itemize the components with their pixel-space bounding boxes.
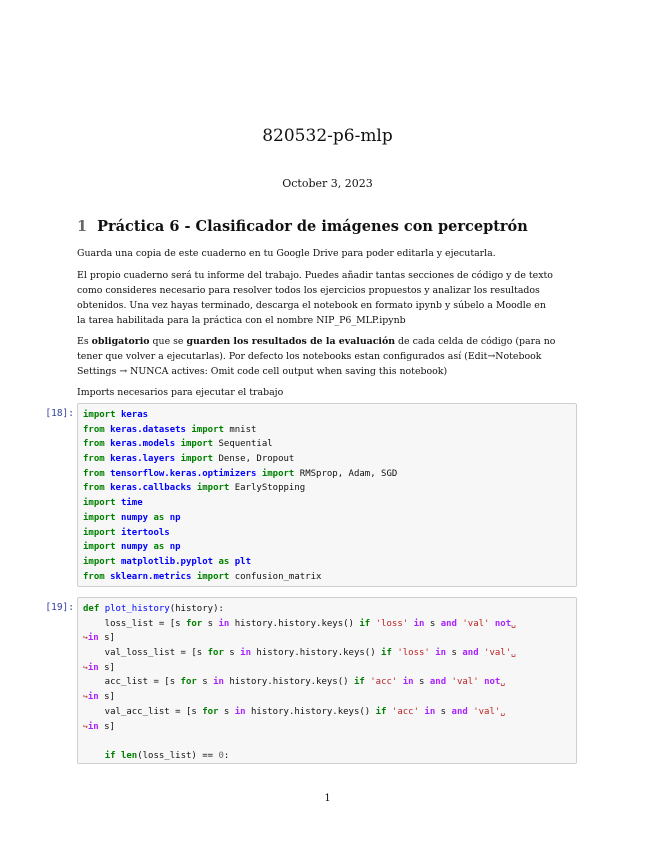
code-token: import [180,454,214,465]
code-line [83,467,571,482]
code-line [83,602,571,617]
code-line [83,749,571,764]
code-token: ↪ [83,633,88,643]
bold-text: guarden los resultados de la evaluación [186,336,396,347]
code-token: and [451,706,468,717]
code-token: time [120,498,143,509]
code-token: 0 [218,750,224,761]
code-token: def [83,604,100,614]
code-token: val_loss_list = [s [83,648,208,659]
section-title: Práctica 6 - Clasificador de imágenes con perceptrón [97,218,528,235]
code-token: 'val' [473,706,501,717]
code-token: : [223,750,230,761]
code-line [83,555,571,570]
code-token: import [180,439,214,450]
code-token: import [83,410,116,420]
code-token: s [218,706,235,717]
code-token: keras.datasets [110,424,186,435]
code-token: and [462,648,479,659]
code-line [83,705,571,720]
code-token: 'val' [484,648,512,659]
code-line [83,511,571,526]
code-token: from [83,454,105,465]
section-heading [77,218,528,235]
paragraph-text: Imports necesarios para ejecutar el trabajo [77,387,284,398]
code-token: s [435,706,452,717]
code-token: not [484,677,501,688]
code-token: history.history.keys() [245,706,376,717]
paragraph-imports [77,385,579,400]
code-token: 'loss' [397,648,430,659]
paragraph-line [77,334,579,349]
paragraph-text: Guarda una copia de este cuaderno en tu Google Drive para poder editarla y ejecutarla. [77,248,496,259]
code-token: s] [98,692,115,703]
code-token: import [83,512,116,523]
paragraph-obligatory [77,334,579,379]
code-token: ␣ [500,706,506,716]
code-token: import [83,542,116,553]
code-token: from [83,483,105,494]
code-token: if [359,618,371,629]
code-line [83,617,571,632]
code-token: as [153,512,165,523]
code-line [83,452,571,467]
code-token: from [83,468,105,479]
code-token: mnist [223,424,257,435]
code-token: acc_list = [s [83,677,181,688]
code-token: (loss_list) == [137,750,219,761]
section-number: 1 [77,218,88,235]
code-token: in [87,633,99,644]
code-token: ↪ [83,721,88,731]
code-token: Dense, Dropout [213,454,295,465]
code-token: ↪ [83,692,88,702]
code-token: if [104,750,116,761]
code-token: in [402,677,414,688]
code-token: np [169,512,181,523]
code-line [83,540,571,555]
code-line [83,526,571,541]
code-token: as [218,556,230,567]
code-token: Sequential [213,439,273,450]
paragraph-line: tener que volver a ejecutarlas). Por defecto los notebooks estan configurados así (Edit→Notebook [77,351,542,362]
code-line [83,720,571,735]
code-line [83,408,571,423]
code-token: import [83,498,116,509]
code-token: s [424,618,441,629]
code-token: import [191,424,224,435]
code-token: in [413,618,425,629]
code-token: loss_list = [s [83,618,186,629]
code-token: ␣ [511,648,516,658]
paragraph-report [77,268,579,328]
code-token: history.history.keys() [223,677,354,688]
code-token: as [153,542,165,553]
code-token: 'acc' [370,677,398,688]
code-token: ␣ [500,677,506,687]
code-token: in [218,618,230,629]
code-token: 'val' [462,618,490,629]
code-token: 'loss' [375,618,409,629]
code-token: s [413,677,430,688]
code-line [83,481,571,496]
code-token: keras.callbacks [110,483,192,494]
code-token: in [234,706,246,717]
code-token: import [83,556,116,567]
code-token: from [83,424,105,435]
code-token: s [223,648,241,659]
code-token: from [83,571,105,582]
document-title: 820532-p6-mlp [262,126,393,146]
code-token: history.history.keys() [251,648,382,659]
code-token: tensorflow.keras.optimizers [110,468,257,479]
code-token: matplotlib.pyplot [120,556,214,567]
code-token: in [435,648,447,659]
code-token: import [261,468,295,479]
code-token: s [202,618,219,629]
paragraph-line: la tarea habilitada para la práctica con el nombre NIP_P6_MLP.ipynb [77,315,406,326]
code-token: 'val' [451,677,479,688]
code-token: if [353,677,365,688]
code-token: itertools [120,527,170,538]
code-token: in [87,662,99,673]
code-line [83,675,571,690]
paragraph-line: como consideres necesario para resolver todos los ejercicios propuestos y analizar los resultados [77,285,540,296]
code-token: import [196,483,230,494]
code-token: history.history.keys() [229,618,360,629]
code-token: in [213,677,224,688]
code-token: 'acc' [391,706,419,717]
code-line [83,423,571,438]
code-token: for [185,618,203,629]
code-token: keras.layers [110,454,176,465]
code-token: ␣ [511,618,516,628]
code-token [83,751,105,761]
code-token: and [440,618,457,629]
paragraph-line: obtenidos. Una vez hayas terminado, descarga el notebook en formato ipynb y súbelo a Moodle en [77,300,546,311]
code-line [83,570,571,585]
code-token: sklearn.metrics [110,571,192,582]
code-token: in [424,706,436,717]
code-line [83,631,571,646]
page-number: 1 [324,793,331,804]
text-run: de cada celda de código (para no [395,336,556,347]
text-run: Es [77,336,92,347]
code-line [83,734,571,749]
code-line [83,661,571,676]
cell-prompt: [18]: [45,408,74,419]
code-token: and [429,677,447,688]
code-token: numpy [120,542,149,553]
code-token: len [120,750,138,761]
code-token: s] [98,721,115,732]
paragraph-drive-copy [77,246,579,261]
code-token: for [207,648,224,659]
code-token: for [202,706,219,717]
code-cell[interactable] [77,597,577,764]
code-token: plot_history [104,604,170,614]
code-line [83,496,571,511]
code-token: in [240,648,251,659]
code-token: np [169,542,181,553]
code-token: val_acc_list = [s [83,706,203,717]
code-line [83,690,571,705]
code-token: s] [98,633,115,644]
code-token: if [381,648,392,659]
code-token: in [87,692,99,703]
code-token: confusion_matrix [229,571,322,582]
code-line [83,646,571,661]
code-cell[interactable] [77,403,577,587]
code-token: if [375,706,387,717]
code-token: plt [234,556,252,567]
code-token: import [83,527,116,538]
code-token: in [87,721,99,732]
code-token: keras [120,410,149,420]
bold-text: obligatorio [91,336,150,347]
code-token: from [83,439,105,450]
cell-prompt: [19]: [45,602,74,613]
code-token: RMSprop, Adam, SGD [294,468,398,479]
code-token: not [494,618,512,629]
paragraph-line: El propio cuaderno será tu informe del trabajo. Puedes añadir tantas secciones de código y de texto [77,270,553,281]
code-line [83,437,571,452]
code-token: import [196,571,230,582]
document-date: October 3, 2023 [282,177,373,190]
code-token: s [196,677,214,688]
text-run: que se [149,336,187,347]
code-token: s] [98,662,115,673]
code-token: for [180,677,197,688]
code-token: (history): [169,604,224,614]
code-token: numpy [120,512,149,523]
code-token: s [446,648,463,659]
paragraph-line: Settings → NUNCA actives: Omit code cell output when saving this notebook) [77,366,448,377]
code-token: EarlyStopping [229,483,306,494]
code-token: ↪ [83,662,88,672]
code-token: keras.models [110,439,176,450]
